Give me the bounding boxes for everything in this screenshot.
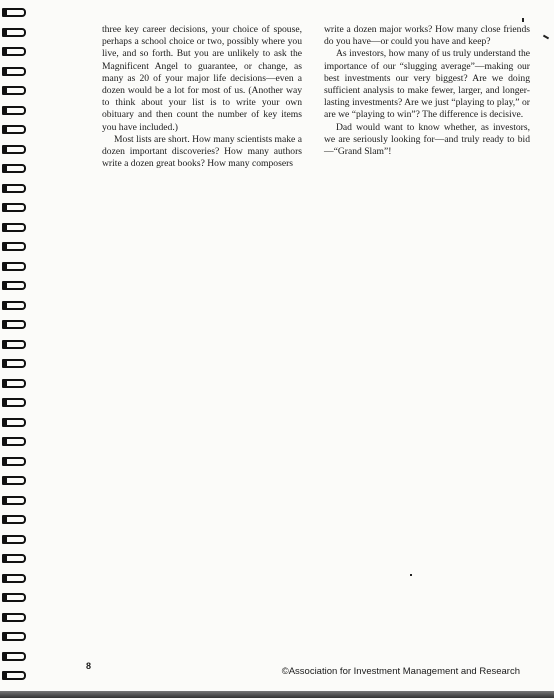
binding-ring <box>2 398 26 407</box>
scan-speck <box>522 18 524 22</box>
binding-ring <box>2 554 26 563</box>
binding-ring <box>2 242 26 251</box>
binding-ring <box>2 535 26 544</box>
left-text-column <box>102 24 302 170</box>
binding-ring <box>2 496 26 505</box>
binding-ring <box>2 125 26 134</box>
binding-ring <box>2 145 26 154</box>
binding-ring <box>2 67 26 76</box>
binding-ring <box>2 593 26 602</box>
binding-ring <box>2 301 26 310</box>
binding-ring <box>2 47 26 56</box>
binding-ring <box>2 203 26 212</box>
binding-ring <box>2 457 26 466</box>
right-paragraph-2: As investors, how many of us truly understand the importance of our “slugging average”—making our best investments our very biggest? Are we doing sufficient analysis to make fewer, larger, and longer-lasting investments? Are we just “playing to play,” or are we “playing to win”? The difference is decisive. <box>324 48 530 121</box>
binding-ring <box>2 184 26 193</box>
right-paragraph-1: write a dozen major works? How many close friends do you have—or could you have and keep? <box>324 24 530 48</box>
binding-ring <box>2 281 26 290</box>
binding-ring <box>2 223 26 232</box>
left-paragraph-2: Most lists are short. How many scientists make a dozen important discoveries? How many authors write a dozen great books? How many composers <box>102 133 302 170</box>
binding-ring <box>2 86 26 95</box>
binding-ring <box>2 652 26 661</box>
binding-ring <box>2 632 26 641</box>
scan-speck <box>410 574 412 576</box>
copyright-notice: ©Association for Investment Management and Research <box>281 666 520 677</box>
binding-ring <box>2 320 26 329</box>
right-paragraph-3: Dad would want to know whether, as investors, we are seriously looking for—and truly ready to bid—“Grand Slam”! <box>324 121 530 158</box>
page-bottom-edge <box>0 691 554 698</box>
binding-ring <box>2 28 26 37</box>
binding-ring <box>2 8 26 17</box>
right-text-column <box>324 24 530 158</box>
binding-ring <box>2 164 26 173</box>
binding-ring <box>2 106 26 115</box>
binding-ring <box>2 476 26 485</box>
binding-ring <box>2 613 26 622</box>
binding-ring <box>2 262 26 271</box>
binding-ring <box>2 574 26 583</box>
left-paragraph-1: three key career decisions, your choice of spouse, perhaps a school choice or two, possibly where you live, and so forth. But you are unlikely to ask the Magnificent Angel to guarantee, or change, as many as 20 of your major life decisions—even a dozen would be a lot for most of us. (Another way to think about your list is to write your own obituary and then count the number of key items you have included.) <box>102 24 302 133</box>
binding-ring <box>2 379 26 388</box>
binding-ring <box>2 340 26 349</box>
binding-ring <box>2 437 26 446</box>
binding-ring <box>2 671 26 680</box>
binding-ring <box>2 359 26 368</box>
scan-speck <box>543 35 549 40</box>
page-number: 8 <box>86 661 92 671</box>
binding-ring <box>2 515 26 524</box>
spiral-binding <box>0 0 30 700</box>
binding-ring <box>2 418 26 427</box>
